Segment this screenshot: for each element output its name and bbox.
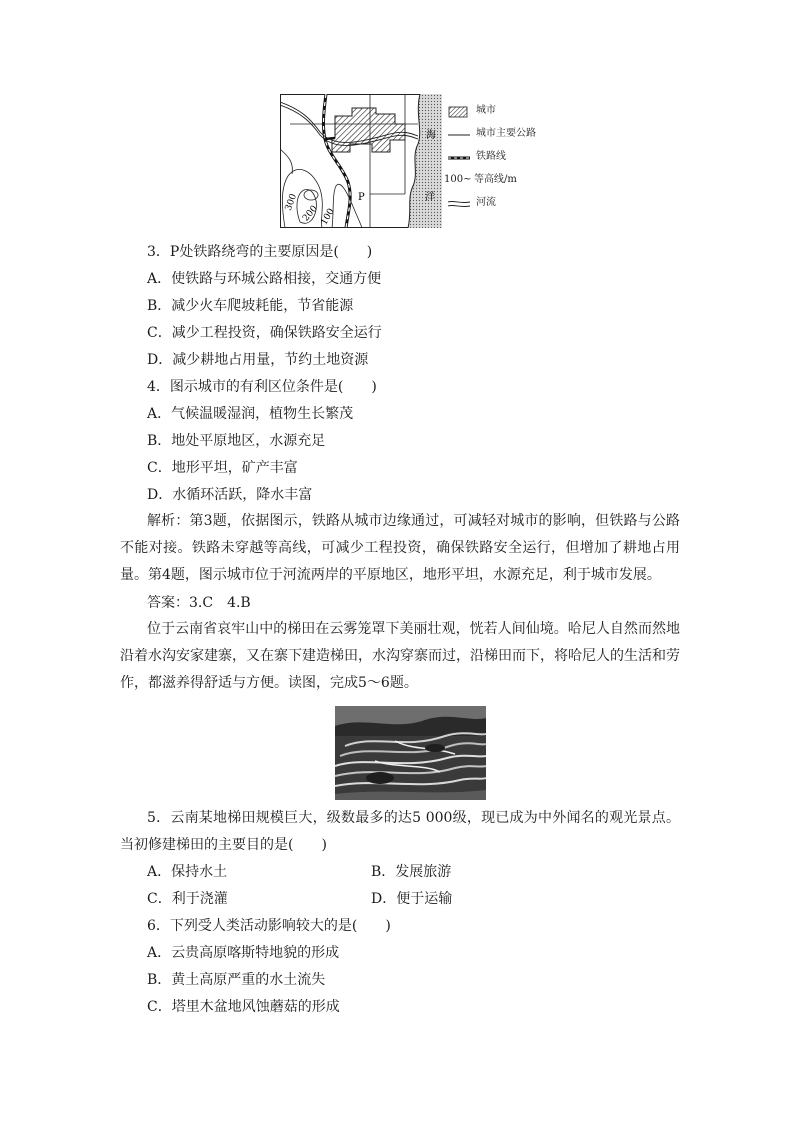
railway-line-icon [448, 152, 472, 164]
answer-line: 答案：3.C 4.B [147, 595, 251, 611]
thin-line-icon [448, 129, 472, 141]
legend-text: 河流 [476, 197, 496, 208]
hatched-area-icon [448, 106, 472, 118]
question-6-option-c: C．塔里木盆地风蚀蘑菇的形成 [147, 999, 340, 1015]
question-5-option-b: B．发展旅游 [371, 864, 452, 880]
question-4-option-c: C．地形平坦，矿产丰富 [147, 460, 298, 476]
question-6-option-b: B．黄土高原严重的水土流失 [147, 972, 326, 988]
question-3-option-b: B．减少火车爬坡耗能，节省能源 [147, 298, 354, 314]
contour-label-200: 200 [301, 203, 320, 224]
question-3-option-d: D．减少耕地占用量，节约土地资源 [147, 352, 369, 368]
legend-text: 城市 [476, 105, 496, 116]
question-4-stem: 4．图示城市的有利区位条件是( ) [147, 379, 377, 395]
question-3-stem: 3．P处铁路绕弯的主要原因是( ) [147, 244, 373, 260]
terrace-image [335, 706, 486, 800]
terrace-photo [335, 706, 486, 800]
question-4-option-d: D．水循环活跃，降水丰富 [147, 487, 313, 503]
question-3-option-a: A．使铁路与环城公路相接，交通方便 [147, 271, 382, 287]
question-6-option-a: A．云贵高原喀斯特地貌的形成 [147, 945, 340, 961]
question-6-stem: 6．下列受人类活动影响较大的是( ) [147, 918, 391, 934]
analysis-paragraph: 解析：第3题，依据图示，铁路从城市边缘通过，可减轻对城市的影响，但铁路与公路不能对接。铁路未穿越等高线，可减少工程投资，确保铁路安全运行，但增加了耕地占用量。第4题，图示城市位于河流两岸的平原地区，地形平坦，水源充足，利于城市发展。 [120, 513, 680, 583]
sea-label-2: 洋 [425, 192, 435, 203]
question-4-option-a: A．气候温暖湿润，植物生长繁茂 [147, 406, 354, 422]
contour-prefix: 100~ [444, 174, 472, 185]
question-4-option-b: B．地处平原地区，水源充足 [147, 433, 326, 449]
intro-paragraph: 位于云南省哀牢山中的梯田在云雾笼罩下美丽壮观，恍若人间仙境。哈尼人自然而然地沿着水沟安家建寨，又在寨下建造梯田，水沟穿寨而过，沿梯田而下，将哈尼人的生活和劳作，都滋养得舒适与方便。读图，完成5～6题。 [120, 621, 680, 691]
river-icon [448, 198, 472, 210]
question-5-option-d: D．便于运输 [371, 891, 453, 907]
legend-text: 等高线/m [474, 174, 517, 185]
question-3-option-c: C．减少工程投资，确保铁路安全运行 [147, 325, 382, 341]
question-5-option-a: A．保持水土 [147, 864, 228, 880]
legend-text: 铁路线 [476, 151, 506, 162]
contour-label-300: 300 [283, 192, 300, 213]
legend-text: 城市主要公路 [476, 128, 536, 139]
map-drawing [280, 94, 442, 228]
question-5-stem: 5．云南某地梯田规模巨大，级数最多的达5 000级，现已成为中外闻名的观光景点。当初修建梯田的主要目的是( ) [120, 810, 680, 853]
city-location-map [280, 94, 442, 228]
contour-label-100: 100 [319, 207, 337, 227]
question-5-option-c: C．利于浇灌 [147, 891, 228, 907]
point-p-label: P [358, 192, 365, 203]
sea-label-1: 海 [426, 130, 436, 141]
